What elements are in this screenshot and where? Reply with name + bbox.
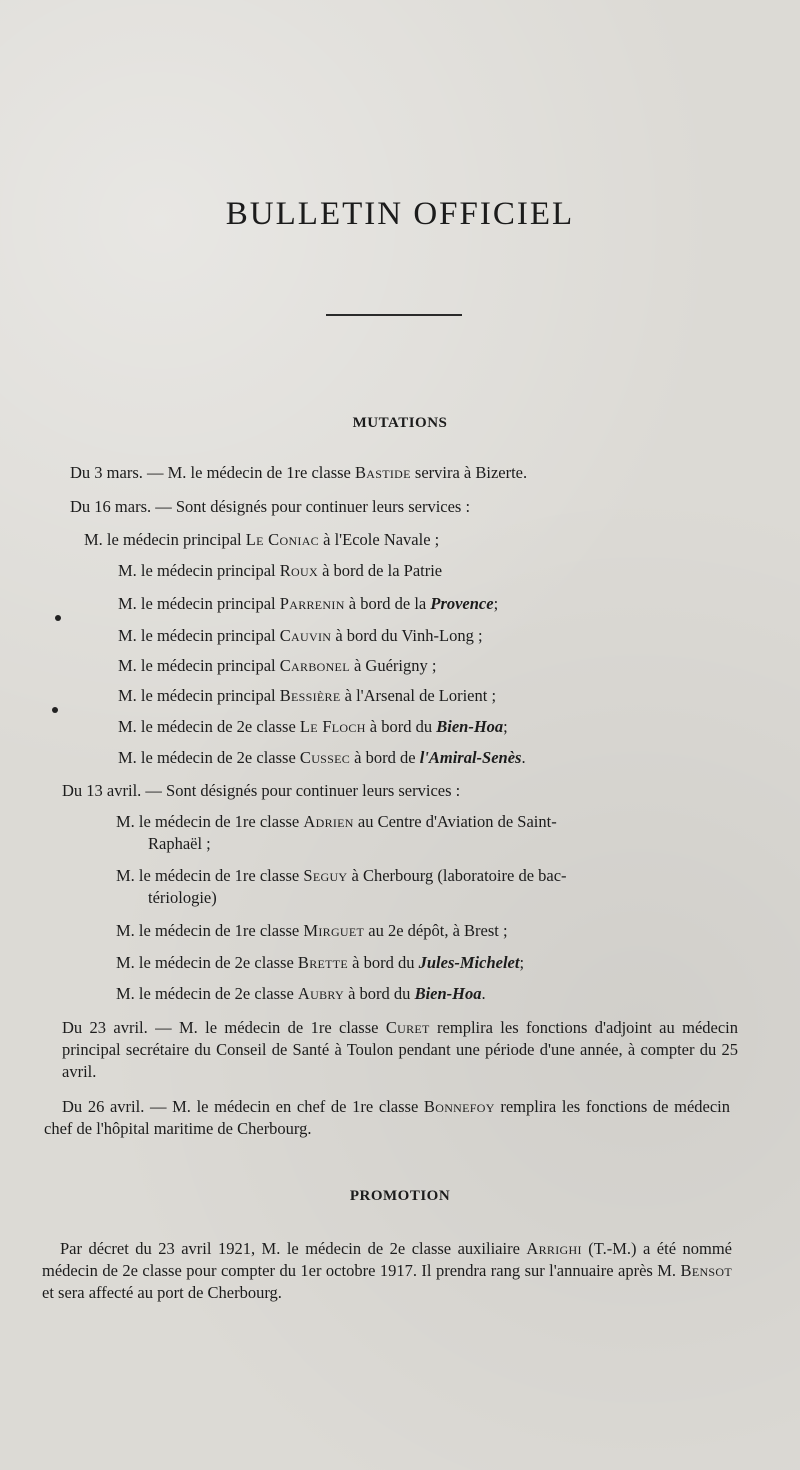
title-rule [326,314,462,316]
appointment-post: à l'Arsenal de Lorient ; [344,686,497,705]
appointment-rank: M. le médecin de 1re classe [116,921,300,940]
ship-name: Bien-Hoa [436,717,504,736]
mutation-26-avril [44,1096,730,1140]
ship-name: Jules-Michelet [418,953,520,972]
appointment-rank: M. le médecin de 2e classe [118,717,296,736]
promotion-text: Par décret du 23 avril 1921, M. le médecin de 2e classe auxiliaire [60,1239,520,1258]
appointment-entry [118,561,442,581]
ink-spot [52,707,58,713]
appointment-entry [116,953,524,973]
appointment-rank: M. le médecin de 1re classe [116,812,300,831]
appointment-punct: . [521,748,526,767]
mutation-text: servira à Bizerte. [414,463,528,482]
mutation-3-mars [70,463,527,483]
mutation-23-avril [62,1017,738,1083]
mutation-16-mars-intro: Du 16 mars. — Sont désignés pour continuer leurs services : [70,497,471,516]
ship-name: Bien-Hoa [414,984,482,1003]
appointment-rank: M. le médecin principal [118,656,276,675]
ship-name: l'Amiral-Senès [419,748,522,767]
appointment-rank: M. le médecin principal [118,686,276,705]
mutations-heading: MUTATIONS [352,415,448,431]
mutation-date-text: Du 3 mars. — M. le médecin de 1re classe [70,463,351,482]
appointment-punct: ; [503,717,508,736]
appointment-entry [116,984,486,1004]
officer-name: Bessière [279,686,341,705]
officer-name: Brette [297,953,349,972]
mutation-13-avril-intro: Du 13 avril. — Sont désignés pour continuer leurs services : [62,781,461,800]
appointment-rank: M. le médecin de 1re classe [116,866,300,885]
appointment-rank: M. le médecin principal [118,561,276,580]
appointment-punct: ; [519,953,525,972]
officer-name: Arrighi [526,1239,582,1258]
appointment-punct: ; [493,594,499,613]
appointment-entry [116,866,567,886]
mutation-text: remplira les fonctions d'adjoint au médecin principal secrétaire du Conseil de Santé à Toulon pendant une période d'une année, à compter du 25 avril. [62,1018,739,1081]
appointment-entry [116,812,557,832]
appointment-post: au Centre d'Aviation de Saint- [357,812,557,831]
appointment-rank: M. le médecin de 2e classe [118,748,296,767]
officer-name: Adrien [303,812,354,831]
appointment-post: à l'Ecole Navale ; [323,530,440,549]
officer-name: Cussec [299,748,351,767]
document-title: BULLETIN OFFICIEL [225,196,575,232]
officer-name: Roux [279,561,318,580]
ink-spot [55,615,61,621]
ship-name: Provence [430,594,494,613]
appointment-post: à bord de [354,748,416,767]
mutation-date-text: Du 23 avril. — M. le médecin de 1re classe [62,1018,379,1037]
appointment-rank: M. le médecin de 2e classe [116,953,294,972]
appointment-post: au 2e dépôt, à Brest ; [368,921,508,940]
promotion-heading: PROMOTION [349,1188,451,1204]
officer-name: Curet [385,1018,430,1037]
officer-name: Carbonel [279,656,350,675]
appointment-entry [118,717,508,737]
appointment-entry [118,686,496,706]
appointment-post: à bord du [348,984,411,1003]
officer-name: Mirguet [303,921,365,940]
officer-name: Le Coniac [245,530,319,549]
appointment-punct: . [481,984,486,1003]
appointment-post: à Cherbourg (laboratoire de bac- [351,866,567,885]
appointment-post: à Guérigny ; [353,656,437,675]
appointment-rank: M. le médecin principal [118,594,276,613]
appointment-entry [116,921,508,941]
officer-name: Parrenin [279,594,345,613]
appointment-post: à bord du [352,953,415,972]
officer-name: Cauvin [279,626,332,645]
officer-name: Le Floch [299,717,366,736]
officer-name: Aubry [297,984,344,1003]
officer-name: Bensot [680,1261,732,1280]
officer-name: Bonnefoy [423,1097,495,1116]
appointment-entry [84,530,439,550]
appointment-post: à bord du [369,717,433,736]
mutation-date-text: Du 26 avril. — M. le médecin en chef de 1re classe [62,1097,419,1116]
appointment-post: à bord de la Patrie [322,561,443,580]
promotion-paragraph [42,1238,732,1304]
appointment-rank: M. le médecin de 2e classe [116,984,294,1003]
appointment-continuation: tériologie) [148,888,217,907]
appointment-post: à bord du Vinh-Long ; [335,626,483,645]
officer-name: Seguy [303,866,348,885]
appointment-post: à bord de la [348,594,427,613]
appointment-entry [118,656,436,676]
appointment-rank: M. le médecin principal [84,530,242,549]
appointment-rank: M. le médecin principal [118,626,276,645]
promotion-text: et sera affecté au port de Cherbourg. [42,1283,282,1302]
appointment-entry [118,594,498,614]
promotion-text: (T.-M.) a été nommé médecin de 2e classe pour compter du 1er octobre 1917. Il prendra rang sur l'annuaire après M. [42,1239,732,1280]
appointment-continuation: Raphaël ; [148,834,211,853]
appointment-entry [118,748,526,768]
officer-name: Bastide [355,463,411,482]
mutation-text: remplira les fonctions de médecin chef de l'hôpital maritime de Cherbourg. [44,1097,731,1138]
appointment-entry [118,626,483,646]
